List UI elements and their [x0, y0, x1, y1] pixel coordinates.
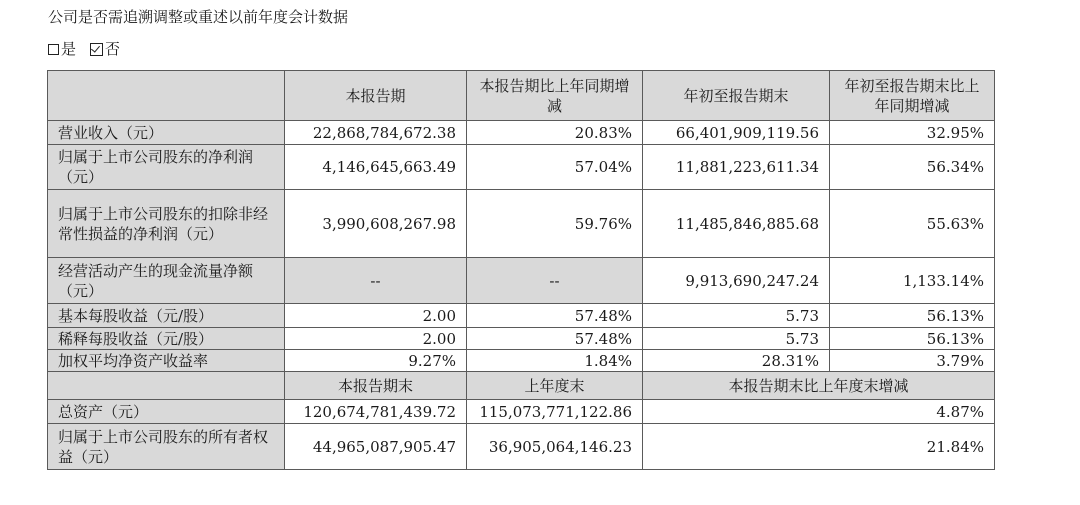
restatement-choice: [48, 38, 120, 60]
table-row: [48, 258, 995, 304]
header-cell: 本报告期末比上年度末增减: [643, 372, 995, 400]
table-cell: 1,133.14%: [830, 258, 995, 304]
table-row: [48, 304, 995, 328]
table-cell: 9,913,690,247.24: [643, 258, 830, 304]
table-row: [48, 190, 995, 258]
no-label: 否: [105, 40, 121, 58]
table-cell: 20.83%: [467, 121, 643, 145]
row-label: 稀释每股收益（元/股）: [48, 328, 285, 350]
row-label: 加权平均净资产收益率: [48, 350, 285, 372]
table-cell: 5.73: [643, 304, 830, 328]
table-cell: 9.27%: [285, 350, 467, 372]
table-cell: 115,073,771,122.86: [467, 400, 643, 424]
header-cell: 本报告期比上年同期增减: [467, 71, 643, 121]
table-cell: --: [467, 258, 643, 304]
table-cell: --: [285, 258, 467, 304]
table-cell: 21.84%: [643, 424, 995, 470]
header-cell: 年初至报告期末: [643, 71, 830, 121]
no-checkbox-checked[interactable]: [90, 43, 103, 56]
header-cell: 年初至报告期末比上年同期增减: [830, 71, 995, 121]
table-cell: 56.13%: [830, 328, 995, 350]
section-heading: 公司是否需追溯调整或重述以前年度会计数据: [48, 8, 349, 26]
header-cell: 本报告期: [285, 71, 467, 121]
table-cell: 11,485,846,885.68: [643, 190, 830, 258]
table-row: [48, 424, 995, 470]
table-row: [48, 145, 995, 190]
table-cell: 4,146,645,663.49: [285, 145, 467, 190]
row-label: 营业收入（元）: [48, 121, 285, 145]
header-cell: 本报告期末: [285, 372, 467, 400]
header-corner: [48, 372, 285, 400]
table-cell: 56.34%: [830, 145, 995, 190]
table-cell: 59.76%: [467, 190, 643, 258]
table-row: [48, 350, 995, 372]
table-cell: 5.73: [643, 328, 830, 350]
yes-label: 是: [61, 40, 77, 58]
table-cell: 57.04%: [467, 145, 643, 190]
table-cell: 56.13%: [830, 304, 995, 328]
header-corner: [48, 71, 285, 121]
table-header-row: [48, 71, 995, 121]
table-row: [48, 328, 995, 350]
table-cell: 57.48%: [467, 304, 643, 328]
table-cell: 22,868,784,672.38: [285, 121, 467, 145]
table-cell: 28.31%: [643, 350, 830, 372]
financial-data-table: [47, 70, 995, 470]
table-cell: 1.84%: [467, 350, 643, 372]
table-row: [48, 121, 995, 145]
table-cell: 4.87%: [643, 400, 995, 424]
table-cell: 2.00: [285, 328, 467, 350]
table-cell: 32.95%: [830, 121, 995, 145]
row-label: 归属于上市公司股东的所有者权益（元）: [48, 424, 285, 470]
table-cell: 120,674,781,439.72: [285, 400, 467, 424]
table-cell: 66,401,909,119.56: [643, 121, 830, 145]
header-cell: 上年度末: [467, 372, 643, 400]
table-cell: 3.79%: [830, 350, 995, 372]
table-cell: 36,905,064,146.23: [467, 424, 643, 470]
table-cell: 55.63%: [830, 190, 995, 258]
table-cell: 2.00: [285, 304, 467, 328]
table-cell: 3,990,608,267.98: [285, 190, 467, 258]
row-label: 经营活动产生的现金流量净额（元）: [48, 258, 285, 304]
row-label: 归属于上市公司股东的扣除非经常性损益的净利润（元）: [48, 190, 285, 258]
table-cell: 44,965,087,905.47: [285, 424, 467, 470]
table-subheader-row: [48, 372, 995, 400]
row-label: 归属于上市公司股东的净利润（元）: [48, 145, 285, 190]
table-cell: 57.48%: [467, 328, 643, 350]
table-cell: 11,881,223,611.34: [643, 145, 830, 190]
row-label: 基本每股收益（元/股）: [48, 304, 285, 328]
table-row: [48, 400, 995, 424]
yes-checkbox[interactable]: [48, 44, 59, 55]
row-label: 总资产（元）: [48, 400, 285, 424]
